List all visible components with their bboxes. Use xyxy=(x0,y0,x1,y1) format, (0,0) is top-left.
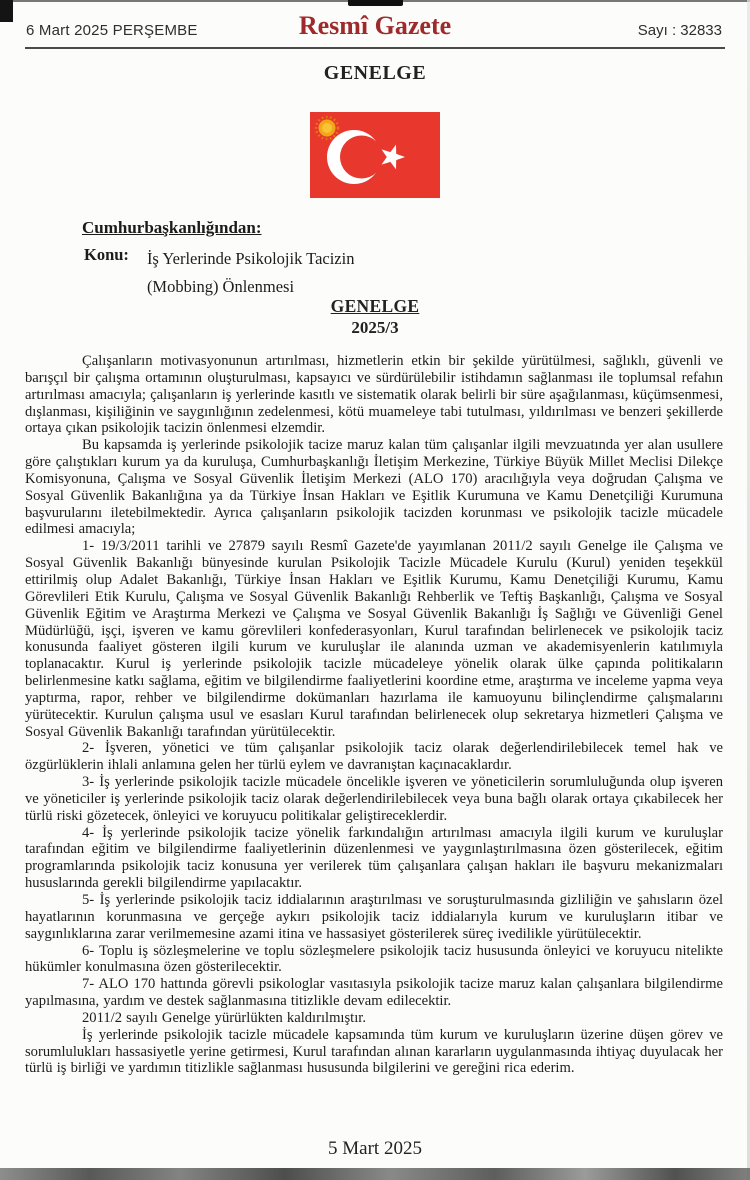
scan-artifact-top-blob xyxy=(348,0,403,6)
subject-line-1: İş Yerlerinde Psikolojik Tacizin xyxy=(146,249,355,268)
paragraph: 5- İş yerlerinde psikolojik taciz iddialarının araştırılması ve soruşturulmasında gizliliğin ve şahısların özel hayatlarının korunmasına ve gerçeğe aykırı psikolojik taciz iddialarıyla kurum ve kuruluşların itibar ve saygınlıklarına zarar verilmemesine azami itina ve hassasiyet gösterilerek süreç ivedilikle yürütülecektir. xyxy=(25,892,723,942)
paragraph: 4- İş yerlerinde psikolojik tacize yönelik farkındalığın artırılması amacıyla ilgili kurum ve kuruluşlar tarafından eğitim ve bilgilendirme faaliyetlerinin düzenlenmesi ve yaygınlaştırılmasına özen gösterilecek, eğitim programlarında psikolojik taciz konusuna yer verilerek tüm çalışanlara çalışan hakları ile başvuru mekanizmaları hususlarında gerekli bilgilendirme yapılacaktır. xyxy=(25,824,723,892)
subject-label: Konu: xyxy=(84,245,129,264)
circular-heading: GENELGE xyxy=(330,296,420,316)
turkish-flag-image xyxy=(310,112,440,198)
scan-artifact-bottom-band xyxy=(0,1168,750,1180)
document-type-heading: GENELGE xyxy=(323,62,427,84)
presidential-sun-emblem xyxy=(316,117,338,139)
gazette-date: 6 Mart 2025 PERŞEMBE xyxy=(26,22,198,39)
paragraph: 7- ALO 170 hattında görevli psikologlar vasıtasıyla psikolojik tacize maruz kalan çalışanlara bilgilendirme yapılmasına, yardım ve destek sağlanmasına titizlikle devam edilecektir. xyxy=(25,976,723,1010)
issuing-authority: Cumhurbaşkanlığından: xyxy=(82,218,262,237)
subject-line-2: (Mobbing) Önlenmesi xyxy=(146,277,295,296)
body-text xyxy=(25,353,723,1077)
paragraph: 2011/2 sayılı Genelge yürürlükten kaldırılmıştır. xyxy=(82,1009,366,1026)
paragraph: 1- 19/3/2011 tarihli ve 27879 sayılı Resmî Gazete'de yayımlanan 2011/2 sayılı Genelge ile Çalışma ve Sosyal Güvenlik Bakanlığı bünyesinde kurulan Psikolojik Tacizle Mücadele Kurulu (Kurul) yeniden teşekkül ettirilmiş olup Adalet Bakanlığı, Türkiye İnsan Hakları ve Eşitlik Kurumu, Kamu Denetçiliği Kurumu, Kamu Görevlileri Etik Kurulu, Çalışma ve Sosyal Güvenlik Bakanlığı Rehberlik ve Teftiş Başkanlığı, Çalışma ve Sosyal Güvenlik Eğitim ve Araştırma Merkezi ve Çalışma ve Sosyal Güvenlik Bakanlığı İş Sağlığı ve Güvenliği Genel Müdürlüğü, işçi, işveren ve kamu görevlileri konfederasyonları, Kurul tarafından belirlenecek ve psikolojik taciz konusunda faaliyet gösteren ilgili kurum ve kuruluşlar ile alanında uzman ve akademisyenlerin katılımıyla toplanacaktır. Kurul iş yerlerinde psikolojik tacizle mücadeleye yönelik olarak ülke çapında politikaların belirlenmesine katkı sağlama, eğitim ve bilgilendirme faaliyetlerini koordine etme, araştırma ve inceleme yapma veya yaptırma, rapor, rehber ve bilgilendirme dokümanları hazırlama ile kamuoyunu bilinçlendirme çalışmalarını yürütecektir. Kurulun çalışma usul ve esasları Kurul tarafından belirlenecek olup sekretarya hizmetleri Çalışma ve Sosyal Güvenlik Bakanlığı tarafından yürütülecektir. xyxy=(25,538,723,740)
gazette-issue-number: Sayı : 32833 xyxy=(637,22,722,39)
subject-text xyxy=(147,245,355,301)
paragraph: Çalışanların motivasyonunun artırılması, hizmetlerin etkin bir şekilde yürütülmesi, sağlıklı, güvenli ve barışçıl bir çalışma ortamının oluşturulması, kapsayıcı ve sürdürülebilir istihdamın sağlanması ile toplumsal refahın artırılması amacıyla; çalışanların iş yerlerinde kasıtlı ve sistematik olarak belirli bir süre aşağılanması, küçümsenmesi, dışlanması, kişiliğinin ve saygınlığının zedelenmesi, kötü muameleye tabi tutulması, yıldırılması ve benzeri şekillerde ortaya çıkan psikolojik tacizin önlenmesi elzemdir. xyxy=(25,353,723,437)
paragraph: 2- İşveren, yönetici ve tüm çalışanlar psikolojik taciz olarak değerlendirilebilecek temel hak ve özgürlüklerin ihlali anlamına gelen her türlü eylem ve davranıştan kaçınacaklardır. xyxy=(25,740,723,774)
paragraph: 3- İş yerlerinde psikolojik tacizle mücadele öncelikle işveren ve yöneticilerin sorumluluğunda olup işveren ve yöneticiler iş yerlerinde psikolojik taciz olarak değerlendirilebilecek veya buna bağlı olarak ortaya çıkabilecek her türlü riski gözetecek, önleyici ve koruyucu politikalar geliştireceklerdir. xyxy=(25,774,723,824)
subject-block xyxy=(84,245,504,301)
masthead-divider xyxy=(25,47,725,49)
signature-date: 5 Mart 2025 xyxy=(328,1138,422,1159)
paragraph: Bu kapsamda iş yerlerinde psikolojik tacize maruz kalan tüm çalışanlar ilgili mevzuatında yer alan usullere göre çalıştıkları kurum ya da kuruluşa, Cumhurbaşkanlığı İletişim Merkezine, Türkiye Büyük Millet Meclisi Dilekçe Komisyonuna, Çalışma ve Sosyal Güvenlik İletişim Merkezi (ALO 170) aracılığıyla veya doğrudan Çalışma ve Sosyal Güvenlik Bakanlığına ya da Türkiye İnsan Hakları ve Eşitlik Kurumuna ve Kamu Denetçiliği Kurumuna başvurularını iletebilmektedir. Ayrıca çalışanların psikolojik tacizden korunması ve psikolojik tacizle mücadele edilmesi amacıyla; xyxy=(25,437,723,538)
paragraph: İş yerlerinde psikolojik tacizle mücadele kapsamında tüm kurum ve kuruluşların üzerine düşen görev ve sorumlulukları hassasiyetle yerine getirmesi, Kurul tarafından alınan kararların uygulanmasında ihtiyaç duyulacak her türlü iş birliği ve yardımın titizlikle sağlanması hususunda bilgilerini ve gereğini rica ederim. xyxy=(25,1026,723,1077)
paragraph: 6- Toplu iş sözleşmelerine ve toplu sözleşmelere psikolojik taciz hususunda önleyici ve koruyucu nitelikte hükümler konulmasına özen gösterilecektir. xyxy=(25,942,723,976)
circular-number: 2025/3 xyxy=(351,318,399,337)
gazette-title: Resmî Gazete xyxy=(298,11,452,40)
